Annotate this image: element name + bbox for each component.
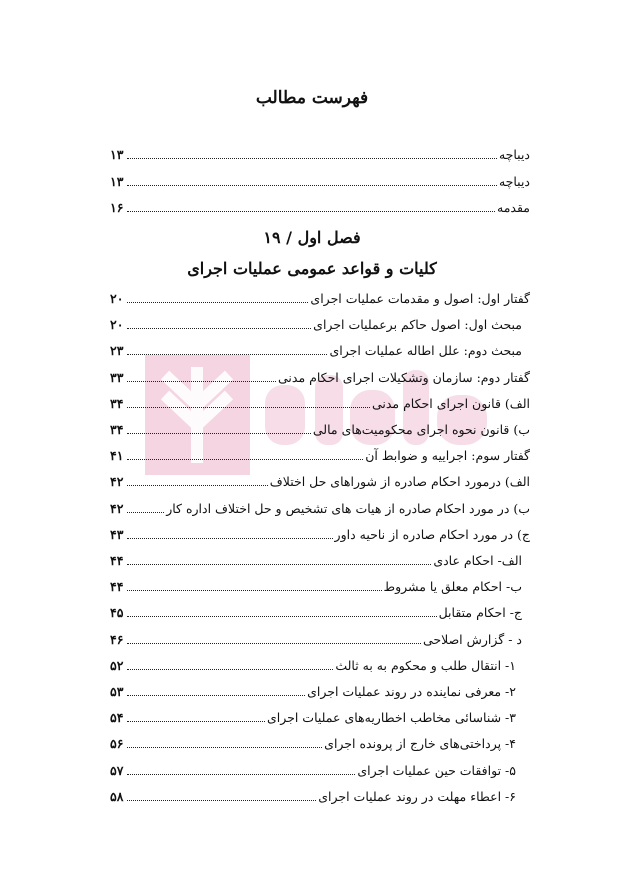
toc-row-page: ۵۶	[110, 736, 124, 752]
toc-row[interactable]	[110, 706, 530, 726]
dot-leader	[127, 512, 164, 513]
toc-row-label: الف- احکام عادی	[433, 553, 522, 568]
toc-row-label: الف) قانون اجرای احکام مدنی	[371, 395, 530, 411]
toc-row[interactable]	[110, 785, 530, 805]
dot-leader	[127, 800, 316, 801]
toc-row[interactable]	[110, 470, 530, 490]
toc-row-page: ۱۳	[110, 147, 124, 162]
toc-row-label: د - گزارش اصلاحی	[422, 631, 522, 647]
dot-leader	[127, 774, 355, 775]
dot-leader	[127, 538, 332, 539]
page-title: فهرست مطالب	[255, 88, 369, 108]
toc-row[interactable]	[110, 497, 530, 517]
toc-row-page: ۴۴	[110, 579, 124, 595]
toc-row-page: ۵۲	[110, 657, 124, 673]
toc-row[interactable]	[110, 759, 530, 779]
toc-row[interactable]	[110, 654, 530, 674]
chapter-heading: فصل اول / ۱۹	[263, 228, 361, 247]
dot-leader	[127, 747, 322, 748]
toc-row[interactable]	[110, 392, 530, 412]
toc-row-page: ۴۶	[110, 631, 124, 647]
toc-row-label: ۵- توافقات حین عملیات اجرای	[357, 762, 516, 778]
toc-row-label: دیباچه	[498, 147, 530, 162]
dot-leader	[127, 158, 497, 159]
toc-row-page: ۵۷	[110, 762, 124, 778]
toc-row-label: گفتار سوم: اجراییه و ضوابط آن	[365, 448, 530, 464]
toc-row-page: ۴۲	[110, 500, 124, 516]
toc-row-label: گفتار دوم: سازمان وتشکیلات اجرای احکام مدنی	[277, 369, 530, 385]
toc-row[interactable]	[110, 313, 530, 333]
toc-row-label: ج- احکام متقابل	[438, 605, 522, 621]
toc-row[interactable]	[110, 523, 530, 543]
toc-row-label: مقدمه	[497, 200, 530, 215]
dot-leader	[127, 721, 265, 722]
toc-row-label: مبحث اول: اصول حاکم برعملیات اجرای	[313, 317, 522, 333]
toc-row[interactable]	[110, 444, 530, 464]
toc-row-label: ج) در مورد احکام صادره از ناحیه داور	[334, 526, 530, 542]
chapter-subtitle: کلیات و قواعد عمومی عملیات اجرای	[187, 259, 437, 278]
dot-leader	[127, 485, 267, 486]
toc-row-page: ۴۲	[110, 474, 124, 490]
dot-leader	[127, 590, 381, 591]
dot-leader	[127, 695, 305, 696]
toc-row[interactable]	[110, 196, 530, 216]
toc-row-page: ۱۶	[110, 200, 124, 215]
toc-row-page: ۱۳	[110, 174, 124, 189]
toc-row-page: ۲۰	[110, 291, 124, 306]
toc-row[interactable]	[110, 339, 530, 359]
toc-row-label: ۶- اعطاء مهلت در روند عملیات اجرای	[318, 788, 516, 804]
toc-row-page: ۳۳	[110, 369, 124, 385]
toc-row-page: ۵۴	[110, 710, 124, 726]
toc-row[interactable]	[110, 418, 530, 438]
toc-row-label: الف) درمورد احکام صادره از شوراهای حل اختلاف	[269, 474, 530, 490]
dot-leader	[127, 302, 308, 303]
toc-row[interactable]	[110, 628, 530, 648]
toc-row-page: ۳۴	[110, 395, 124, 411]
toc-row-label: ۳- شناسائی مخاطب اخطاریه‌های عملیات اجرای	[266, 710, 516, 726]
toc-row-page: ۲۳	[110, 343, 124, 359]
toc-row-label: ب) در مورد احکام صادره از هیات های تشخیص و حل اختلاف اداره کار	[166, 500, 530, 516]
toc-row-label: دیباچه	[498, 174, 530, 189]
dot-leader	[127, 564, 431, 565]
dot-leader	[127, 643, 421, 644]
toc-row-label: ب- احکام معلق یا مشروط	[383, 579, 522, 595]
toc-row-label: مبحث دوم: علل اطاله عملیات اجرای	[329, 343, 522, 359]
toc-row-label: گفتار اول: اصول و مقدمات عملیات اجرای	[310, 291, 530, 306]
toc-row-page: ۲۰	[110, 317, 124, 333]
toc-row-page: ۳۴	[110, 422, 124, 437]
toc-row[interactable]	[110, 732, 530, 752]
dot-leader	[127, 669, 333, 670]
toc-row-page: ۴۴	[110, 553, 124, 568]
dot-leader	[127, 616, 436, 617]
dot-leader	[127, 407, 370, 408]
toc-row[interactable]	[110, 549, 530, 569]
toc-row-page: ۴۱	[110, 448, 124, 464]
dot-leader	[127, 459, 363, 460]
toc-row[interactable]	[110, 287, 530, 307]
dot-leader	[127, 433, 310, 434]
toc-row[interactable]	[110, 170, 530, 190]
toc-row[interactable]	[110, 601, 530, 621]
toc-row[interactable]	[110, 143, 530, 163]
toc-row-label: ب) قانون نحوه اجرای محکومیت‌های مالی	[312, 422, 530, 437]
toc-row-page: ۵۸	[110, 788, 124, 804]
toc-row-label: ۴- پرداختی‌های خارج از پرونده اجرای	[324, 736, 516, 752]
toc-row-page: ۴۳	[110, 526, 124, 542]
dot-leader	[127, 211, 495, 212]
dot-leader	[127, 328, 311, 329]
toc-row-page: ۴۵	[110, 605, 124, 621]
toc-row[interactable]	[110, 680, 530, 700]
dot-leader	[127, 185, 497, 186]
toc-row-label: ۲- معرفی نماینده در روند عملیات اجرای	[307, 684, 516, 699]
toc-row[interactable]	[110, 575, 530, 595]
dot-leader	[127, 354, 327, 355]
toc-row[interactable]	[110, 366, 530, 386]
toc-row-label: ۱- انتقال طلب و محکوم به به ثالث	[335, 657, 516, 673]
toc-row-page: ۵۳	[110, 684, 124, 699]
dot-leader	[127, 381, 276, 382]
